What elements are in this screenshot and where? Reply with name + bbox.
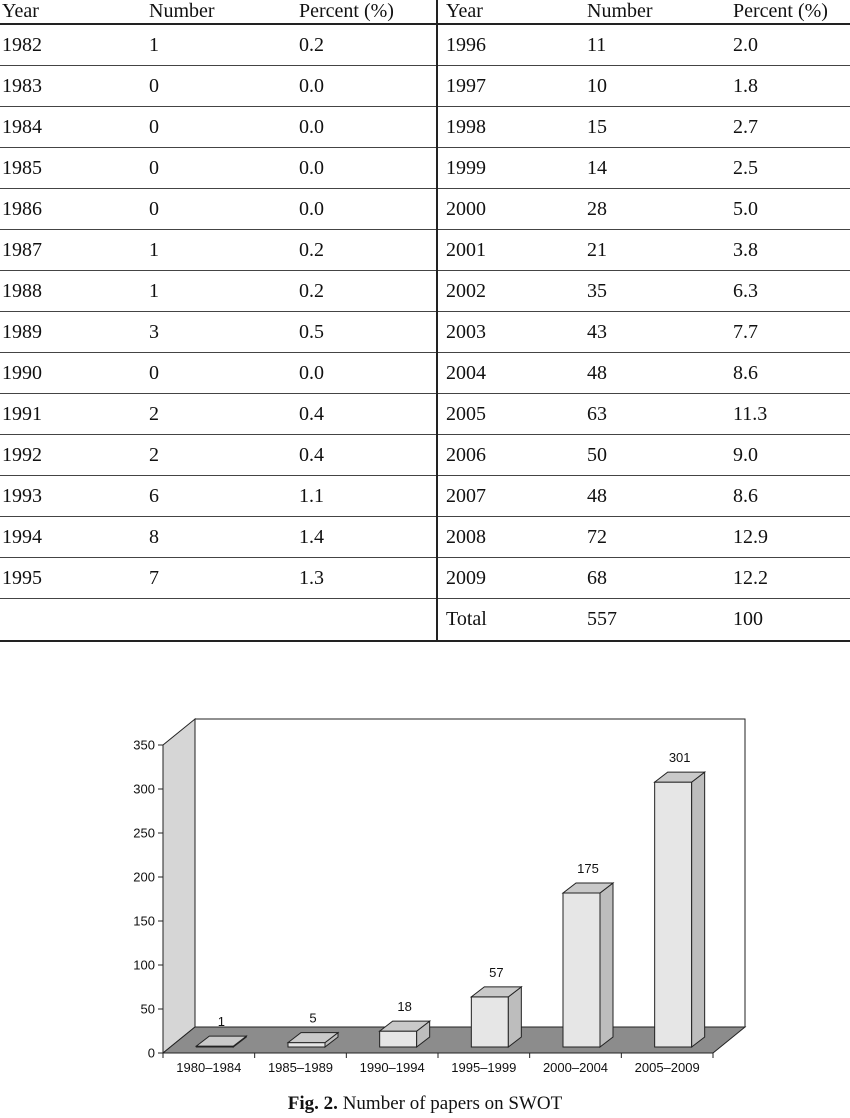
table-cell: 2 xyxy=(147,435,297,476)
table-cell: 10 xyxy=(585,66,731,107)
table-row xyxy=(0,189,850,230)
table-cell: 0 xyxy=(147,148,297,189)
x-tick-label: 1990–1994 xyxy=(359,1060,425,1075)
table-row xyxy=(0,148,850,189)
y-tick-label: 150 xyxy=(133,913,155,929)
table-cell: 0.2 xyxy=(297,271,437,312)
table-cell: 50 xyxy=(585,435,731,476)
bar-data-label: 301 xyxy=(668,750,691,766)
table-cell: 2006 xyxy=(437,435,585,476)
table-cell: 1991 xyxy=(0,394,147,435)
x-tick-label: 1985–1989 xyxy=(267,1060,334,1075)
table-cell: 1984 xyxy=(0,107,147,148)
bar-front xyxy=(380,1031,417,1047)
x-tick-label: 2000–2004 xyxy=(542,1060,609,1075)
bar-data-label: 175 xyxy=(577,861,599,876)
table-header-row xyxy=(0,0,850,24)
table-cell: 2007 xyxy=(437,476,585,517)
table-cell: 3.8 xyxy=(731,230,850,271)
table-cell: 9.0 xyxy=(731,435,850,476)
table-row xyxy=(0,66,850,107)
table-cell: 2000 xyxy=(437,189,585,230)
bar-front xyxy=(655,782,692,1047)
table-cell: 7.7 xyxy=(731,312,850,353)
table-cell: 0 xyxy=(147,107,297,148)
table-cell: 11.3 xyxy=(731,394,850,435)
y-tick-label: 300 xyxy=(133,781,155,797)
bar-side xyxy=(600,883,613,1047)
table-row xyxy=(0,24,850,66)
table-cell: 1992 xyxy=(0,435,147,476)
bar-front xyxy=(471,997,508,1047)
table-cell: 0.2 xyxy=(297,24,437,66)
table-cell: 5.0 xyxy=(731,189,850,230)
header-year: Year xyxy=(0,0,147,24)
table-cell: 72 xyxy=(585,517,731,558)
table-cell xyxy=(297,599,437,642)
y-tick-label: 350 xyxy=(133,737,155,753)
table-cell: 1985 xyxy=(0,148,147,189)
table-cell: 6.3 xyxy=(731,271,850,312)
table-cell: 1 xyxy=(147,24,297,66)
table-row xyxy=(0,107,850,148)
header-number-2: Number xyxy=(585,0,731,24)
header-percent: Percent (%) xyxy=(297,0,437,24)
caption-text: Number of papers on SWOT xyxy=(342,1093,563,1114)
table-cell: 1988 xyxy=(0,271,147,312)
table-cell: 6 xyxy=(147,476,297,517)
table-row xyxy=(0,353,850,394)
bar-front xyxy=(563,893,600,1047)
table-row xyxy=(0,394,850,435)
table-cell: 0.2 xyxy=(297,230,437,271)
table-cell: 63 xyxy=(585,394,731,435)
table-cell: 48 xyxy=(585,353,731,394)
table-cell: 0.0 xyxy=(297,107,437,148)
bar-front xyxy=(288,1043,325,1047)
table-row xyxy=(0,558,850,599)
total-label: Total xyxy=(437,599,585,642)
chart-side-wall xyxy=(163,719,195,1053)
y-tick-label: 50 xyxy=(140,1001,155,1017)
x-tick-label: 1995–1999 xyxy=(451,1060,517,1075)
bar-data-label: 57 xyxy=(489,964,504,980)
table-cell: 3 xyxy=(147,312,297,353)
table-cell: 1996 xyxy=(437,24,585,66)
table-cell: 1 xyxy=(147,230,297,271)
papers-bar-chart xyxy=(120,712,760,1084)
table-cell: 1982 xyxy=(0,24,147,66)
table-cell: 1983 xyxy=(0,66,147,107)
table-row xyxy=(0,312,850,353)
x-tick-label: 2005–2009 xyxy=(634,1060,700,1075)
table-cell: 2.7 xyxy=(731,107,850,148)
y-tick-label: 100 xyxy=(133,957,155,973)
table-cell: 1993 xyxy=(0,476,147,517)
table-cell: 8 xyxy=(147,517,297,558)
x-tick-label: 1980–1984 xyxy=(176,1060,242,1075)
table-cell: 1994 xyxy=(0,517,147,558)
table-cell: 2004 xyxy=(437,353,585,394)
table-cell: 0.0 xyxy=(297,148,437,189)
table-cell: 8.6 xyxy=(731,353,850,394)
table-cell: 0 xyxy=(147,66,297,107)
bar-data-label: 1 xyxy=(217,1014,225,1030)
header-number: Number xyxy=(147,0,297,24)
table-cell: 1987 xyxy=(0,230,147,271)
table-cell: 12.9 xyxy=(731,517,850,558)
table-cell: 1.1 xyxy=(297,476,437,517)
y-tick-label: 250 xyxy=(133,825,155,841)
table-cell: 2008 xyxy=(437,517,585,558)
table-cell: 2001 xyxy=(437,230,585,271)
table-row xyxy=(0,271,850,312)
table-cell: 15 xyxy=(585,107,731,148)
table-cell: 0.5 xyxy=(297,312,437,353)
table-cell: 43 xyxy=(585,312,731,353)
table-row xyxy=(0,476,850,517)
table-cell: 1998 xyxy=(437,107,585,148)
table-cell: 35 xyxy=(585,271,731,312)
table-cell: 1986 xyxy=(0,189,147,230)
table-cell: 0.4 xyxy=(297,435,437,476)
table-cell: 8.6 xyxy=(731,476,850,517)
figure-caption xyxy=(0,1093,850,1115)
table-cell: 0.0 xyxy=(297,189,437,230)
table-cell: 12.2 xyxy=(731,558,850,599)
table-cell: 1.4 xyxy=(297,517,437,558)
table-cell: 1989 xyxy=(0,312,147,353)
table-cell: 2.0 xyxy=(731,24,850,66)
table-row xyxy=(0,435,850,476)
table-cell: 14 xyxy=(585,148,731,189)
table-cell: 0 xyxy=(147,189,297,230)
header-year-2: Year xyxy=(437,0,585,24)
table-cell: 1995 xyxy=(0,558,147,599)
table-cell: 1.8 xyxy=(731,66,850,107)
table-cell: 2 xyxy=(147,394,297,435)
table-cell: 28 xyxy=(585,189,731,230)
table-cell: 2.5 xyxy=(731,148,850,189)
table-cell: 48 xyxy=(585,476,731,517)
table-cell: 1999 xyxy=(437,148,585,189)
y-tick-label: 200 xyxy=(133,869,155,885)
table-cell: 0.0 xyxy=(297,66,437,107)
table-cell: 1 xyxy=(147,271,297,312)
total-number: 557 xyxy=(585,599,731,642)
table-row xyxy=(0,517,850,558)
header-percent-2: Percent (%) xyxy=(731,0,850,24)
table-total-row xyxy=(0,599,850,642)
table-cell: 2005 xyxy=(437,394,585,435)
bar-data-label: 5 xyxy=(309,1010,317,1026)
y-tick-label: 0 xyxy=(147,1045,155,1061)
caption-label: Fig. 2. xyxy=(287,1093,338,1114)
table-cell: 2002 xyxy=(437,271,585,312)
table-cell: 1990 xyxy=(0,353,147,394)
table-cell: 11 xyxy=(585,24,731,66)
table-cell: 7 xyxy=(147,558,297,599)
total-percent: 100 xyxy=(731,599,850,642)
table-cell xyxy=(0,599,147,642)
table-cell: 68 xyxy=(585,558,731,599)
table-cell: 0.4 xyxy=(297,394,437,435)
table-cell: 1.3 xyxy=(297,558,437,599)
table-cell xyxy=(147,599,297,642)
table-cell: 21 xyxy=(585,230,731,271)
table-cell: 2009 xyxy=(437,558,585,599)
table-cell: 0 xyxy=(147,353,297,394)
bar-side xyxy=(692,772,705,1047)
table-cell: 1997 xyxy=(437,66,585,107)
table-cell: 2003 xyxy=(437,312,585,353)
table-row xyxy=(0,230,850,271)
table-cell: 0.0 xyxy=(297,353,437,394)
bar-data-label: 18 xyxy=(397,999,412,1015)
